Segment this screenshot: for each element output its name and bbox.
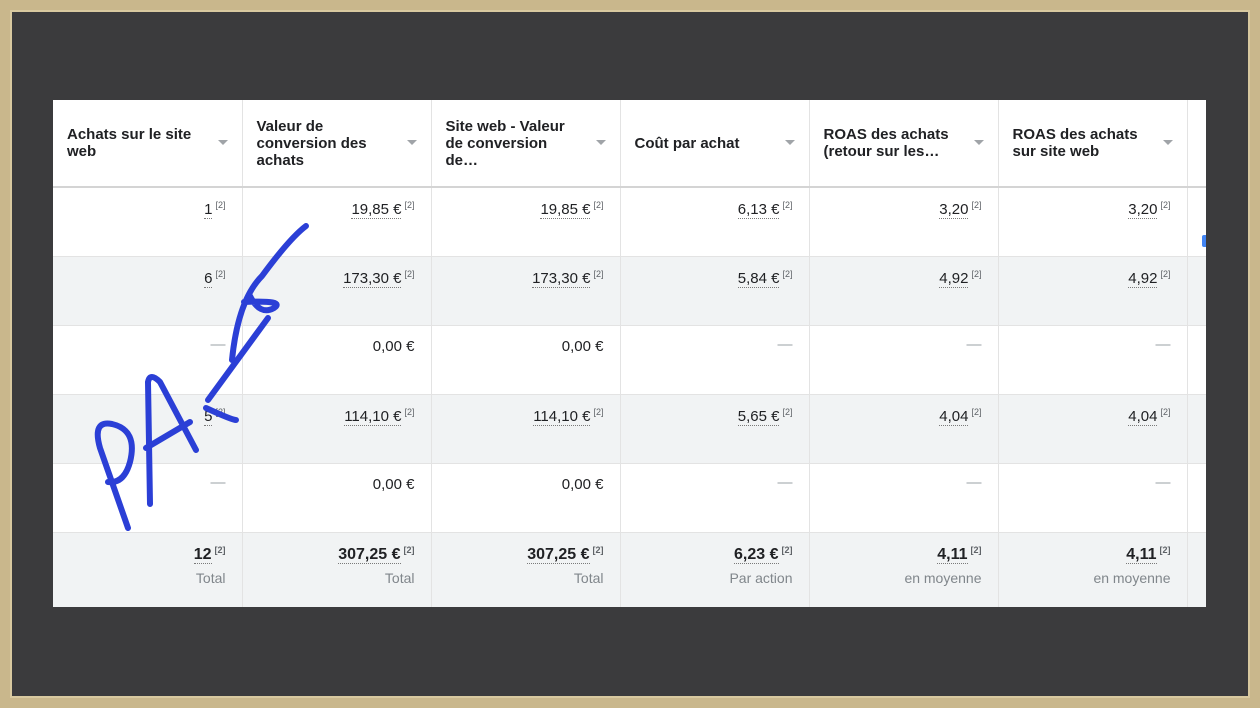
cell-value: 5,65 €	[737, 408, 780, 425]
footnote-marker[interactable]: [2]	[970, 545, 982, 555]
cell-value: 4,92	[939, 270, 969, 287]
total-value: 307,25 €	[338, 546, 401, 563]
cell-cout-par-achat	[620, 395, 809, 464]
empty-value: —	[966, 474, 982, 491]
footnote-marker[interactable]: [2]	[404, 269, 415, 279]
total-value: 4,11	[937, 546, 968, 563]
cell-cout-par-achat	[620, 326, 809, 395]
cell-value: 114,10 €	[533, 408, 591, 425]
table-row[interactable]	[53, 257, 1206, 326]
cell-overflow	[1187, 326, 1206, 395]
sort-caret-icon[interactable]	[596, 140, 606, 145]
table-row[interactable]	[53, 326, 1206, 395]
total-roas-site-web	[998, 533, 1187, 608]
total-label: en moyenne	[904, 570, 982, 586]
column-header-roas-achats[interactable]	[809, 100, 998, 187]
footnote-marker[interactable]: [2]	[971, 407, 982, 417]
footnote-marker[interactable]: [2]	[971, 200, 982, 210]
column-header-valeur-conversion[interactable]	[242, 100, 431, 187]
footnote-marker[interactable]: [2]	[593, 200, 604, 210]
column-header-label: ROAS des achats sur site web	[1012, 126, 1138, 160]
cell-cout-par-achat	[620, 464, 809, 533]
sort-caret-icon[interactable]	[785, 140, 795, 145]
cell-valeur-conversion	[242, 257, 431, 326]
cell-valeur-conversion	[242, 187, 431, 257]
cell-value: 5,84 €	[737, 270, 780, 287]
column-header-label: Coût par achat	[634, 134, 740, 152]
cell-value: 19,85 €	[351, 201, 402, 218]
cell-value: 0,00 €	[372, 338, 415, 355]
footnote-marker[interactable]: [2]	[404, 200, 415, 210]
cell-valeur-conversion	[242, 395, 431, 464]
cell-value: 173,30 €	[343, 270, 402, 287]
cell-value: 4,04	[939, 408, 969, 425]
footnote-marker[interactable]: [2]	[781, 545, 793, 555]
cell-roas-achats	[809, 395, 998, 464]
empty-value: —	[210, 336, 226, 353]
footnote-marker[interactable]: [2]	[1160, 200, 1171, 210]
total-site-web-valeur	[431, 533, 620, 608]
footnote-marker[interactable]: [2]	[971, 269, 982, 279]
cell-roas-achats	[809, 464, 998, 533]
total-value: 307,25 €	[527, 546, 590, 563]
cell-value: 6,13 €	[737, 201, 780, 218]
cell-roas-site-web	[998, 326, 1187, 395]
empty-value: —	[1155, 336, 1171, 353]
cell-cout-par-achat	[620, 187, 809, 257]
column-overflow-indicator	[1202, 235, 1206, 247]
table-header-row	[53, 100, 1206, 187]
cell-value: 1	[204, 201, 213, 218]
footnote-marker[interactable]: [2]	[215, 407, 226, 417]
empty-value: —	[777, 336, 793, 353]
sort-caret-icon[interactable]	[407, 140, 417, 145]
cell-achats	[53, 464, 242, 533]
cell-value: 114,10 €	[344, 408, 402, 425]
total-value: 12	[193, 546, 212, 563]
footnote-marker[interactable]: [2]	[1159, 545, 1171, 555]
cell-achats	[53, 257, 242, 326]
column-header-label: Site web - Valeur de conversion de…	[445, 117, 565, 169]
cell-achats	[53, 326, 242, 395]
footnote-marker[interactable]: [2]	[403, 545, 415, 555]
total-roas-achats	[809, 533, 998, 608]
cell-site-web-valeur	[431, 257, 620, 326]
cell-roas-site-web	[998, 257, 1187, 326]
column-header-label: Achats sur le site web	[67, 126, 192, 160]
footnote-marker[interactable]: [2]	[782, 407, 793, 417]
cell-valeur-conversion	[242, 326, 431, 395]
cell-cout-par-achat	[620, 257, 809, 326]
footnote-marker[interactable]: [2]	[214, 545, 226, 555]
cell-roas-site-web	[998, 395, 1187, 464]
sort-caret-icon[interactable]	[1163, 140, 1173, 145]
cell-overflow	[1187, 257, 1206, 326]
footnote-marker[interactable]: [2]	[593, 407, 604, 417]
cell-overflow	[1187, 533, 1206, 608]
cell-roas-achats	[809, 326, 998, 395]
total-cout-par-achat	[620, 533, 809, 608]
cell-value: 0,00 €	[561, 476, 604, 493]
footnote-marker[interactable]: [2]	[215, 269, 226, 279]
cell-roas-achats	[809, 187, 998, 257]
footnote-marker[interactable]: [2]	[215, 200, 226, 210]
total-achats	[53, 533, 242, 608]
footnote-marker[interactable]: [2]	[782, 200, 793, 210]
cell-value: 3,20	[1128, 201, 1158, 218]
cell-value: 19,85 €	[540, 201, 591, 218]
total-label: Total	[573, 570, 604, 586]
total-label: Total	[384, 570, 415, 586]
sort-caret-icon[interactable]	[218, 140, 228, 145]
cell-value: 3,20	[939, 201, 969, 218]
cell-roas-achats	[809, 257, 998, 326]
footnote-marker[interactable]: [2]	[1160, 269, 1171, 279]
cell-overflow	[1187, 395, 1206, 464]
empty-value: —	[966, 336, 982, 353]
cell-achats	[53, 187, 242, 257]
cell-roas-site-web	[998, 464, 1187, 533]
column-header-roas-site-web[interactable]	[998, 100, 1187, 187]
cell-roas-site-web	[998, 187, 1187, 257]
cell-site-web-valeur	[431, 187, 620, 257]
footnote-marker[interactable]: [2]	[404, 407, 415, 417]
total-value: 6,23 €	[734, 546, 779, 563]
column-header-label: ROAS des achats (retour sur les…	[823, 126, 949, 160]
conversions-report-table	[53, 100, 1206, 607]
table-row[interactable]	[53, 187, 1206, 257]
column-header-cout-par-achat[interactable]	[620, 100, 809, 187]
cell-overflow	[1187, 464, 1206, 533]
footnote-marker[interactable]: [2]	[1160, 407, 1171, 417]
column-header-overflow	[1187, 100, 1206, 187]
cell-value: 0,00 €	[372, 476, 415, 493]
cell-value: 4,04	[1128, 408, 1158, 425]
totals-row	[53, 533, 1206, 608]
total-label: en moyenne	[1093, 570, 1171, 586]
footnote-marker[interactable]: [2]	[782, 269, 793, 279]
cell-achats	[53, 395, 242, 464]
total-value: 4,11	[1126, 546, 1157, 563]
cell-value: 4,92	[1128, 270, 1158, 287]
empty-value: —	[1155, 474, 1171, 491]
cell-value: 5	[204, 408, 213, 425]
cell-valeur-conversion	[242, 464, 431, 533]
total-label: Total	[195, 570, 226, 586]
cell-site-web-valeur	[431, 464, 620, 533]
total-valeur-conversion	[242, 533, 431, 608]
footnote-marker[interactable]: [2]	[592, 545, 604, 555]
footnote-marker[interactable]: [2]	[593, 269, 604, 279]
column-header-site-web-valeur[interactable]	[431, 100, 620, 187]
cell-value: 6	[204, 270, 213, 287]
total-label: Par action	[729, 570, 793, 586]
cell-value: 0,00 €	[561, 338, 604, 355]
column-header-label: Valeur de conversion des achats	[256, 117, 367, 169]
cell-site-web-valeur	[431, 395, 620, 464]
column-header-achats-site-web[interactable]	[53, 100, 242, 187]
empty-value: —	[210, 474, 226, 491]
cell-value: 173,30 €	[532, 270, 591, 287]
sort-caret-icon[interactable]	[974, 140, 984, 145]
report-table-card	[53, 100, 1206, 607]
table-row[interactable]	[53, 395, 1206, 464]
table-row[interactable]	[53, 464, 1206, 533]
cell-site-web-valeur	[431, 326, 620, 395]
empty-value: —	[777, 474, 793, 491]
